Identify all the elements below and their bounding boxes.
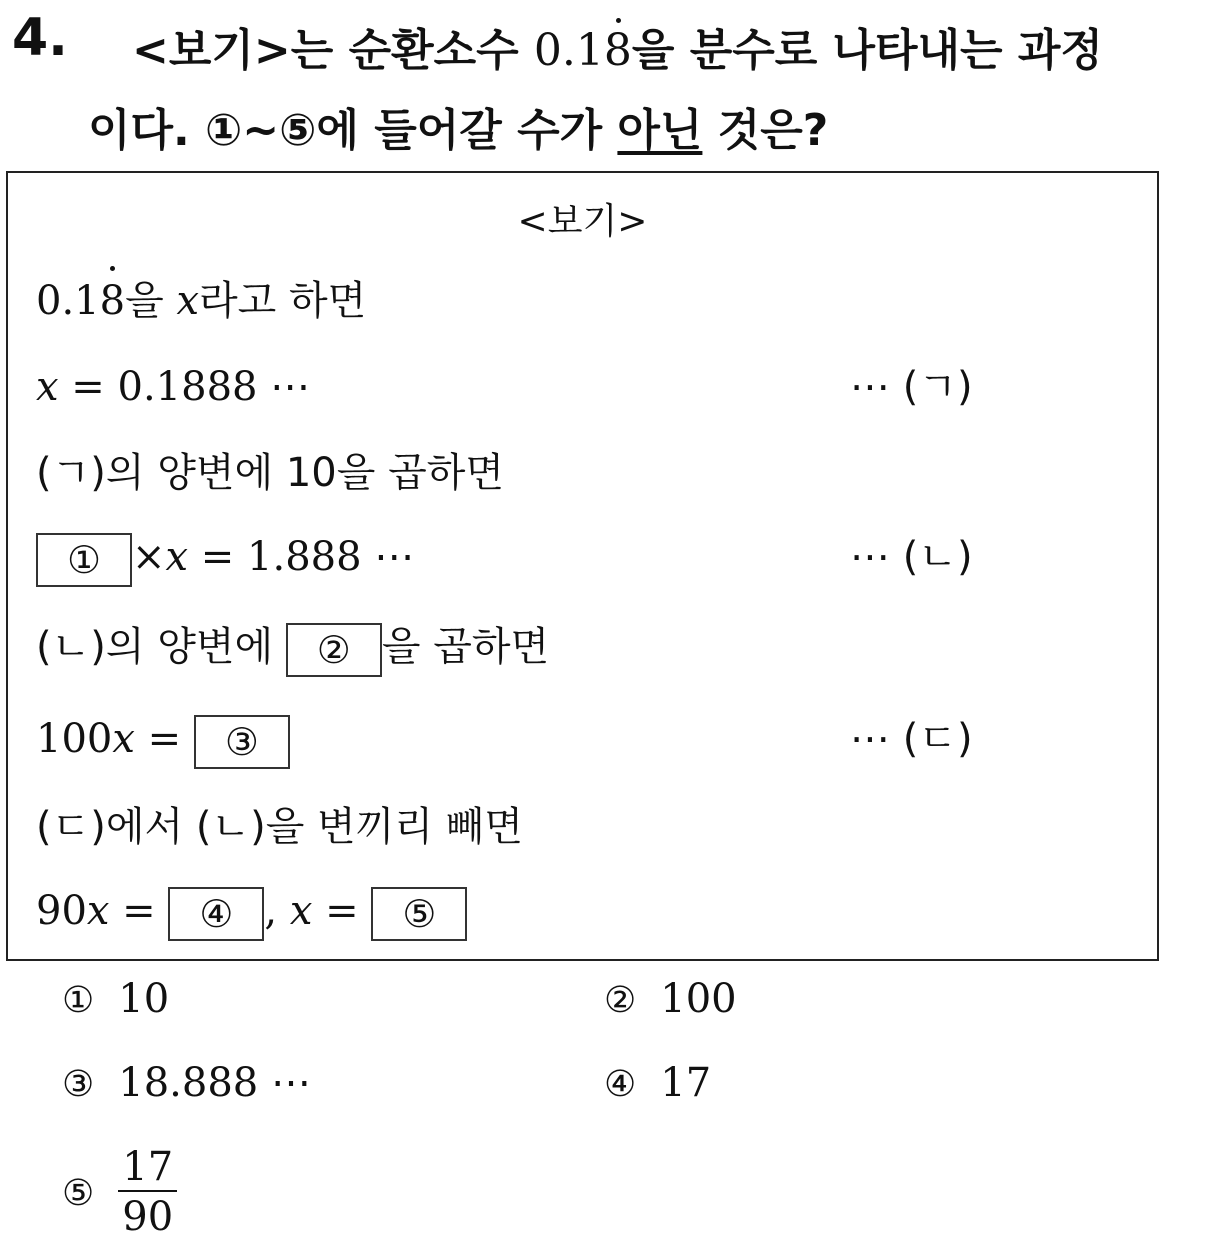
question-text-d: 것은? (702, 105, 829, 156)
step-decimal (36, 278, 125, 324)
blank-box-1: ① (36, 533, 132, 587)
step-row-7 (36, 799, 523, 855)
step-row-2 (36, 359, 310, 415)
coefficient: 90 (36, 888, 87, 934)
equation-tag-2: ⋯ (ㄴ) (850, 534, 973, 580)
fraction (118, 1144, 177, 1242)
choice-label: ③ (62, 1064, 95, 1105)
example-box (6, 171, 1159, 961)
blank-box-3: ③ (194, 715, 290, 769)
blank-box-4: ④ (168, 887, 264, 941)
equals-sign: = (134, 716, 194, 762)
choice-label: ⑤ (62, 1172, 95, 1214)
equation-tag-3: ⋯ (ㄷ) (850, 716, 973, 762)
decimal-prefix: 0.1 (36, 278, 100, 324)
choice-value: 10 (118, 976, 170, 1022)
variable-x: x (289, 888, 313, 934)
step-text: 을 (125, 278, 177, 324)
example-box-title: <보기> (517, 201, 648, 242)
repeating-digit: 8 (100, 273, 125, 329)
step-text: (ㄱ)의 양변에 10을 곱하면 (36, 450, 505, 496)
choice-value: 18.888 ⋯ (118, 1060, 311, 1106)
blank-box-5: ⑤ (371, 887, 467, 941)
variable-x: x (165, 534, 189, 580)
equation-expression: = 1.888 ⋯ (188, 534, 415, 580)
question-number: 4. (12, 8, 68, 68)
decimal-prefix: 0.1 (533, 25, 604, 76)
choice-1[interactable] (62, 976, 169, 1022)
choice-label: ④ (604, 1064, 637, 1105)
choice-value: 17 (660, 1060, 712, 1106)
step-text: 을 곱하면 (381, 624, 550, 670)
question-text-b: 을 분수로 나타내는 과정 (631, 25, 1103, 76)
question-line-1 (132, 14, 1103, 78)
question-underlined-word: 아닌 (617, 105, 703, 156)
question-decimal (534, 25, 632, 76)
choice-5[interactable] (62, 1144, 177, 1242)
choice-value: 100 (660, 976, 737, 1022)
equation-expression: = 0.1888 ⋯ (58, 364, 311, 410)
question-text-a: <보기>는 순환소수 (132, 25, 534, 76)
choice-label: ① (62, 980, 95, 1021)
equals-sign: = (312, 888, 372, 934)
step-row-8 (36, 883, 467, 939)
question-line-2 (88, 94, 828, 158)
step-row-3 (36, 445, 504, 501)
repeating-digit: 8 (603, 25, 632, 76)
equals-sign: = (109, 888, 169, 934)
step-text: (ㄷ)에서 (ㄴ)을 변끼리 빼면 (36, 804, 523, 850)
choice-3[interactable] (62, 1060, 311, 1106)
step-text: (ㄴ)의 양변에 (36, 624, 286, 670)
fraction-numerator: 17 (118, 1144, 177, 1192)
step-row-6 (36, 711, 290, 767)
choice-label: ② (604, 980, 637, 1021)
step-row-5 (36, 619, 549, 675)
step-text: 라고 하면 (199, 278, 367, 324)
variable-x: x (36, 364, 59, 410)
variable-x: x (112, 716, 135, 762)
question-text-c: 이다. ①~⑤에 들어갈 수가 (88, 105, 618, 156)
coefficient: 100 (36, 716, 113, 762)
times-sign: × (132, 534, 166, 580)
blank-box-2: ② (286, 623, 382, 677)
fraction-denominator: 90 (122, 1194, 174, 1240)
comma: , (264, 888, 290, 934)
step-row-4 (36, 529, 414, 585)
variable-x: x (176, 278, 199, 324)
choice-2[interactable] (604, 976, 737, 1022)
choice-4[interactable] (604, 1060, 711, 1106)
step-row-1 (36, 273, 366, 329)
variable-x: x (86, 888, 110, 934)
equation-tag-1: ⋯ (ㄱ) (850, 364, 973, 410)
